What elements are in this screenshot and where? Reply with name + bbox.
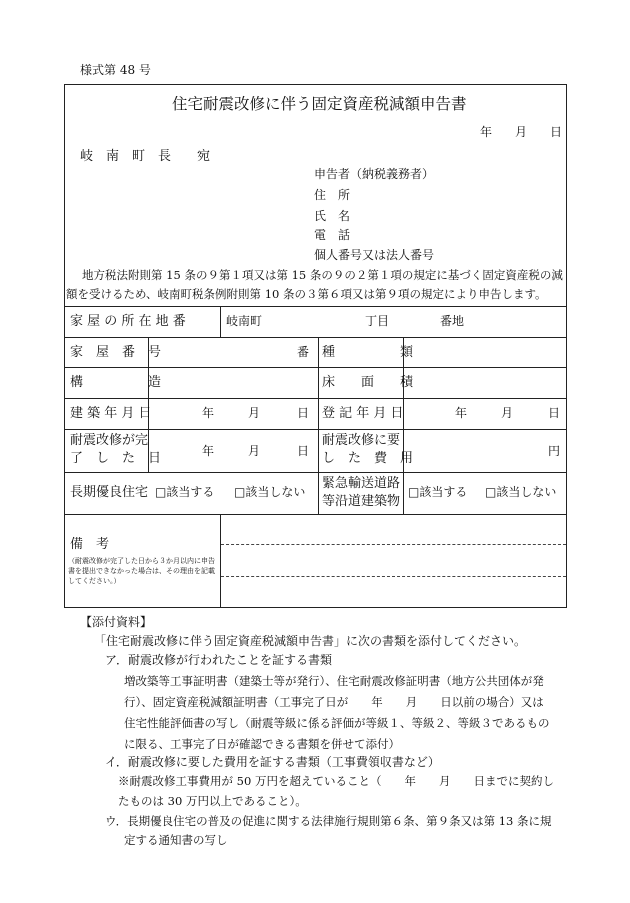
attachment-a-line-4: に限る、工事完了日が確認できる書類を併せて添付）: [124, 737, 400, 751]
built-day-unit: 日: [297, 406, 310, 420]
table-rule: [318, 337, 319, 514]
registered-day-unit: 日: [548, 406, 561, 420]
addressee: 岐 南 町 長 宛: [80, 149, 211, 164]
house-number-label: 家 屋 番 号: [70, 345, 162, 360]
applicant-id-label: 個人番号又は法人番号: [314, 248, 435, 262]
attachment-b-title: イ．耐震改修に要した費用を証する書類（工事費領収書など）: [105, 755, 440, 769]
table-rule: [64, 514, 567, 515]
table-rule: [403, 337, 404, 514]
attachments-intro: 「住宅耐震改修に伴う固定資産税減額申告書」に次の書類を添付してください。: [94, 634, 527, 648]
long-term-applicable-checkbox[interactable]: □該当する: [155, 485, 215, 499]
built-year-unit: 年: [202, 406, 215, 420]
location-chome: 丁目: [365, 314, 390, 328]
table-rule: [64, 337, 567, 338]
long-term-label: 長期優良住宅: [70, 485, 149, 500]
intro-line-2: 額を受けるため、岐南町税条例附則第 10 条の３第６項又は第９項の規定により申告します。: [66, 287, 547, 301]
location-label: 家 屋 の 所 在 地 番: [70, 314, 186, 329]
attachments-heading: 【添付資料】: [80, 615, 153, 629]
completed-label-line-1: 耐震改修が完: [70, 433, 149, 448]
completed-year-unit: 年: [202, 444, 215, 458]
attachment-c-line-2: 定する通知書の写し: [124, 833, 228, 847]
road-applicable-checkbox[interactable]: □該当する: [408, 485, 468, 499]
road-label-line-1: 緊急輸送道路: [322, 476, 401, 491]
cost-label-line-2: し た 費 用: [322, 451, 414, 466]
table-rule: [64, 429, 567, 430]
remarks-line: [221, 576, 566, 577]
table-rule: [64, 472, 567, 473]
registered-month-unit: 月: [501, 406, 514, 420]
applicant-address-label: 住 所: [314, 188, 351, 202]
location-banchi: 番地: [440, 314, 465, 328]
cost-unit: 円: [548, 444, 561, 458]
table-rule: [220, 514, 221, 608]
applicant-heading: 申告者（納税義務者）: [314, 167, 435, 181]
form-title: 住宅耐震改修に伴う固定資産税減額申告書: [172, 95, 467, 113]
road-label-line-2: 等沿道建築物: [322, 494, 401, 509]
attachment-a-line-2: 行）、固定資産税減額証明書（工事完了日が 年 月 日以前の場合）又は: [124, 695, 544, 709]
date-month: 月: [515, 125, 528, 139]
completed-day-unit: 日: [297, 444, 310, 458]
attachment-b-line-2: たものは 30 万円以上であること）。: [118, 794, 307, 808]
built-month-unit: 月: [248, 406, 261, 420]
road-not-applicable-checkbox[interactable]: □該当しない: [485, 485, 557, 499]
location-town: 岐南町: [226, 314, 263, 328]
date-day: 日: [550, 125, 563, 139]
house-number-unit: 番: [297, 345, 310, 359]
remarks-label: 備 考: [70, 537, 110, 552]
structure-label: 構 造: [70, 375, 162, 390]
cost-label-line-1: 耐震改修に要: [322, 433, 401, 448]
remarks-line: [221, 544, 566, 545]
table-rule: [220, 306, 221, 337]
completed-label-line-2: 了 し た 日: [70, 451, 162, 466]
form-number: 様式第 48 号: [80, 63, 151, 77]
table-rule: [64, 306, 567, 307]
remarks-note: （耐震改修が完了した日から３か月以内に申告書を提出できなかった場合は、その理由を記載してください。）: [68, 557, 215, 585]
completed-month-unit: 月: [248, 444, 261, 458]
registered-year-unit: 年: [455, 406, 468, 420]
registered-date-label: 登 記 年 月 日: [322, 406, 404, 421]
table-rule: [64, 367, 567, 368]
date-year: 年: [480, 125, 493, 139]
table-rule: [64, 398, 567, 399]
floor-area-label: 床 面 積: [322, 375, 414, 390]
applicant-name-label: 氏 名: [314, 209, 351, 223]
built-date-label: 建 築 年 月 日: [70, 406, 152, 421]
attachment-a-line-1: 増改築等工事証明書（建築士等が発行）、住宅耐震改修証明書（地方公共団体が発: [124, 674, 544, 688]
long-term-not-applicable-checkbox[interactable]: □該当しない: [234, 485, 306, 499]
attachment-b-line-1: ※耐震改修工事費用が 50 万円を超えていること（ 年 月 日までに契約し: [118, 774, 554, 788]
kind-label: 種 類: [322, 345, 414, 360]
attachment-a-line-3: 住宅性能評価書の写し（耐震等級に係る評価が等級１、等級２、等級３であるもの: [124, 716, 550, 730]
intro-line-1: 地方税法附則第 15 条の９第１項又は第 15 条の９の２第１項の規定に基づく固定資産税の減: [82, 268, 563, 282]
attachment-a-title: ア．耐震改修が行われたことを証する書類: [105, 653, 333, 667]
attachment-c-line-1: ウ．長期優良住宅の普及の促進に関する法律施行規則第６条、第９条又は第 13 条に規: [105, 814, 552, 828]
applicant-phone-label: 電 話: [314, 228, 351, 242]
